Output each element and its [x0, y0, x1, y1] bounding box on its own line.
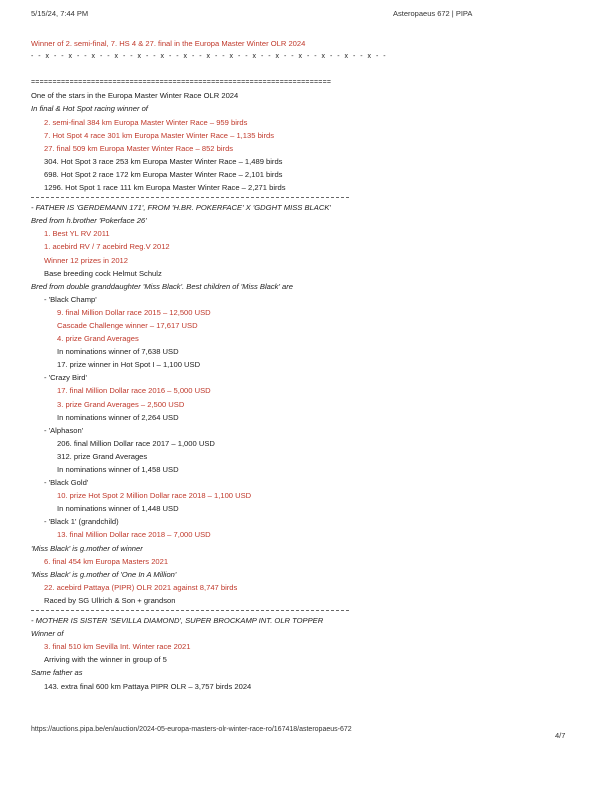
- father-headline: - FATHER IS 'GERDEMANN 171', FROM 'H.BR. POKERFACE' X 'GDGHT MISS BLACK': [31, 203, 331, 213]
- child-result: 13. final Million Dollar race 2018 – 7,000 USD: [57, 530, 211, 540]
- equals-separator: ======================================================================: [31, 79, 332, 87]
- child-result: In nominations winner of 2,264 USD: [57, 412, 179, 422]
- mother-winner-of: Winner of: [31, 629, 64, 639]
- result-line: 7. Hot Spot 4 race 301 km Europa Master Winter Race – 1,135 birds: [44, 130, 275, 140]
- mother-arriving: Arriving with the winner in group of 5: [44, 655, 167, 665]
- result-line: 1296. Hot Spot 1 race 111 km Europa Master Winter Race – 2,271 birds: [44, 183, 286, 193]
- page-header-title: Asteropaeus 672 | PIPA: [393, 9, 473, 18]
- miss-black-intro: Bred from double granddaughter 'Miss Black'. Best children of 'Miss Black' are: [31, 281, 293, 291]
- result-line: 2. semi-final 384 km Europa Master Winter Race – 959 birds: [44, 117, 248, 127]
- child-name: - 'Black Gold': [44, 478, 89, 488]
- dash-separator: - - x - - x - - x - - x - - x - - x - - x - - x - - x - - x - - x - - x - - x - - x - - x - -: [31, 53, 388, 61]
- section-divider: [31, 610, 349, 611]
- child-result: 312. prize Grand Averages: [57, 451, 148, 461]
- same-father-result: 143. extra final 600 km Pattaya PIPR OLR – 3,757 birds 2024: [44, 681, 252, 691]
- raced-by: Raced by SG Ullrich & Son + grandson: [44, 595, 176, 605]
- child-result: 3. prize Grand Averages – 2,500 USD: [57, 399, 185, 409]
- child-name: - 'Alphason': [44, 425, 84, 435]
- print-date: 5/15/24, 7:44 PM: [31, 9, 89, 18]
- footer-url: https://auctions.pipa.be/en/auction/2024-05-europa-masters-olr-winter-race-ro/167418/asteropaeus-672: [31, 726, 352, 733]
- auction-description: [31, 37, 591, 693]
- gm-million-result: 22. acebird Pattaya (PIPR) OLR 2021 against 8,747 birds: [44, 582, 238, 592]
- child-result: 9. final Million Dollar race 2015 – 12,500 USD: [57, 307, 211, 317]
- gm-winner-result: 6. final 454 km Europa Masters 2021: [44, 556, 169, 566]
- father-bred-from: Bred from h.brother 'Pokerface 26': [31, 216, 147, 226]
- result-line: 698. Hot Spot 2 race 172 km Europa Master Winter Race – 2,101 birds: [44, 169, 283, 179]
- child-result: In nominations winner of 1,458 USD: [57, 465, 179, 474]
- section-divider: [31, 197, 349, 198]
- intro-title: Winner of 2. semi-final, 7. HS 4 & 27. final in the Europa Master Winter OLR 2024: [31, 39, 306, 48]
- mother-result: 3. final 510 km Sevilla Int. Winter race 2021: [44, 642, 191, 652]
- gm-million: 'Miss Black' is g.mother of 'One In A Million': [31, 569, 177, 579]
- pokerface-result: Winner 12 prizes in 2012: [44, 255, 128, 265]
- results-sub: In final & Hot Spot racing winner of: [31, 104, 148, 114]
- page-number: 4/7: [555, 731, 566, 740]
- child-result: 206. final Million Dollar race 2017 – 1,000 USD: [57, 438, 215, 448]
- child-result: In nominations winner of 7,638 USD: [57, 347, 179, 357]
- child-result: 17. prize winner in Hot Spot I – 1,100 USD: [57, 360, 201, 370]
- same-father: Same father as: [31, 668, 83, 678]
- child-name: - 'Crazy Bird': [44, 373, 87, 383]
- child-name: - 'Black Champ': [44, 294, 97, 304]
- child-result: In nominations winner of 1,448 USD: [57, 504, 179, 514]
- child-name: - 'Black 1' (grandchild): [44, 517, 119, 527]
- child-result: Cascade Challenge winner – 17,617 USD: [57, 320, 198, 330]
- child-result: 17. final Million Dollar race 2016 – 5,000 USD: [57, 386, 211, 396]
- pokerface-result: Base breeding cock Helmut Schulz: [44, 268, 162, 278]
- gm-winner: 'Miss Black' is g.mother of winner: [31, 543, 143, 553]
- pokerface-result: 1. acebird RV / 7 acebird Reg.V 2012: [44, 242, 170, 252]
- child-result: 4. prize Grand Averages: [57, 334, 139, 344]
- results-headline: One of the stars in the Europa Master Winter Race OLR 2024: [31, 91, 239, 101]
- result-line: 27. final 509 km Europa Master Winter Race – 852 birds: [44, 143, 234, 153]
- result-line: 304. Hot Spot 3 race 253 km Europa Master Winter Race – 1,489 birds: [44, 156, 283, 166]
- pokerface-result: 1. Best YL RV 2011: [44, 229, 110, 239]
- child-result: 10. prize Hot Spot 2 Million Dollar race 2018 – 1,100 USD: [57, 491, 252, 501]
- mother-headline: - MOTHER IS SISTER 'SEVILLA DIAMOND', SUPER BROCKAMP INT. OLR TOPPER: [31, 616, 324, 626]
